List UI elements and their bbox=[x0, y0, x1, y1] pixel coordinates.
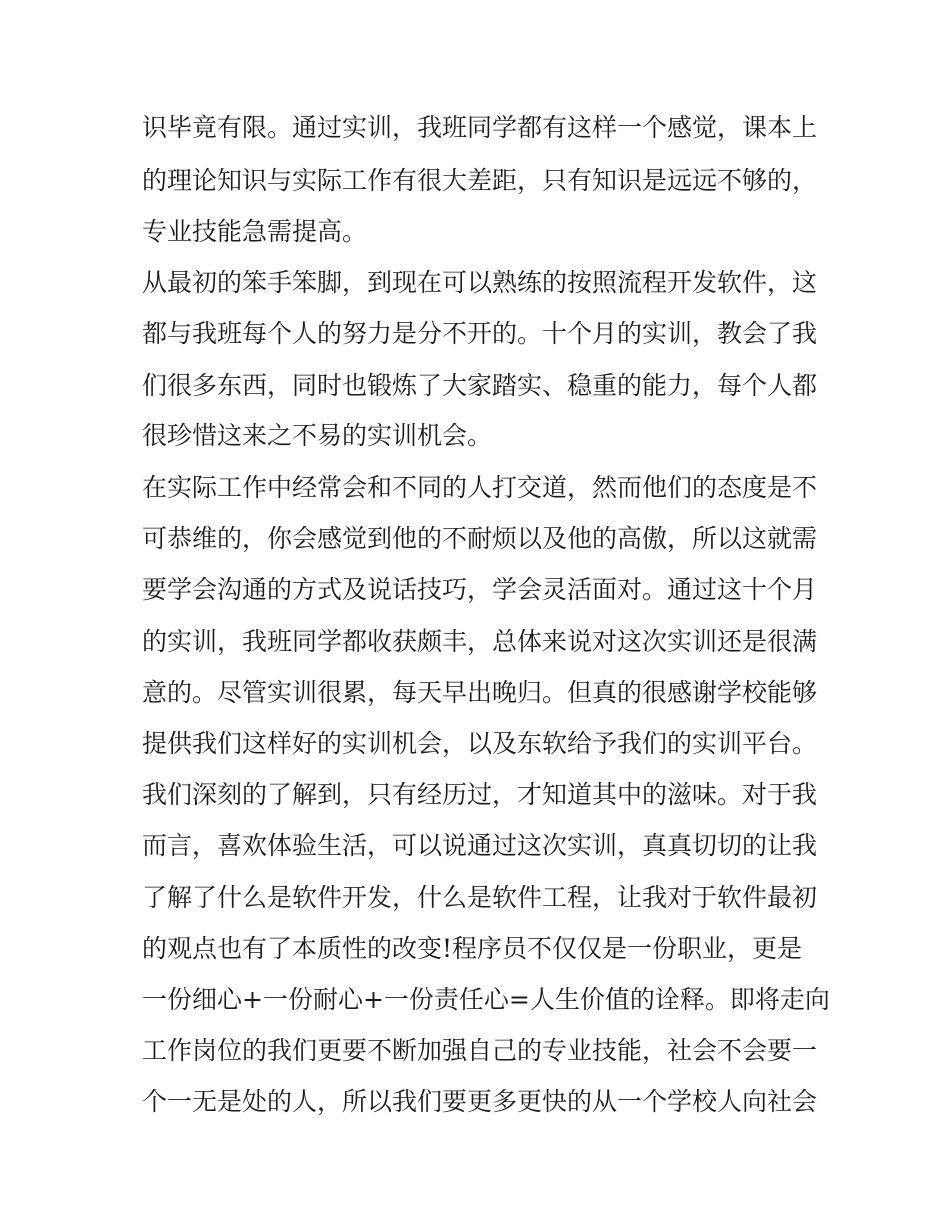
text-line: 很珍惜这来之不易的实训机会。 bbox=[142, 421, 493, 450]
text-line: 在实际工作中经常会和不同的人打交道，然而他们的态度是不 bbox=[142, 473, 818, 502]
text-line: 而言，喜欢体验生活，可以说通过这次实训，真真切切的让我 bbox=[142, 831, 818, 860]
text-line: 的观点也有了本质性的改变!程序员不仅仅是一份职业，更是 bbox=[142, 934, 803, 963]
text-line: 我们深刻的了解到，只有经历过，才知道其中的滋味。对于我 bbox=[142, 780, 818, 809]
text-line: 们很多东西，同时也锻炼了大家踏实、稳重的能力，每个人都 bbox=[142, 371, 818, 400]
text-line: 了解了什么是软件开发，什么是软件工程，让我对于软件最初 bbox=[142, 883, 818, 912]
text-line: 要学会沟通的方式及说话技巧，学会灵活面对。通过这十个月 bbox=[142, 575, 818, 604]
text-line: 识毕竟有限。通过实训，我班同学都有这样一个感觉，课本上 bbox=[142, 113, 818, 142]
text-line: 可恭维的，你会感觉到他的不耐烦以及他的高傲，所以这就需 bbox=[142, 524, 818, 553]
text-line: 个一无是处的人，所以我们要更多更快的从一个学校人向社会 bbox=[142, 1087, 818, 1116]
text-line: 提供我们这样好的实训机会，以及东软给予我们的实训平台。 bbox=[142, 729, 818, 758]
text-line: 专业技能急需提高。 bbox=[142, 217, 368, 246]
text-line: 的理论知识与实际工作有很大差距，只有知识是远远不够的， bbox=[142, 166, 818, 195]
text-line: 意的。尽管实训很累，每天早出晚归。但真的很感谢学校能够 bbox=[142, 678, 818, 707]
text-line: 工作岗位的我们更要不断加强自己的专业技能，社会不会要一 bbox=[142, 1036, 818, 1065]
text-line: 一份细心+一份耐心+一份责任心=人生价值的诠释。即将走向 bbox=[142, 985, 830, 1014]
text-line: 都与我班每个人的努力是分不开的。十个月的实训，教会了我 bbox=[142, 319, 818, 348]
text-line: 的实训，我班同学都收获颇丰，总体来说对这次实训还是很满 bbox=[142, 627, 818, 656]
text-line: 从最初的笨手笨脚，到现在可以熟练的按照流程开发软件，这 bbox=[142, 268, 818, 297]
